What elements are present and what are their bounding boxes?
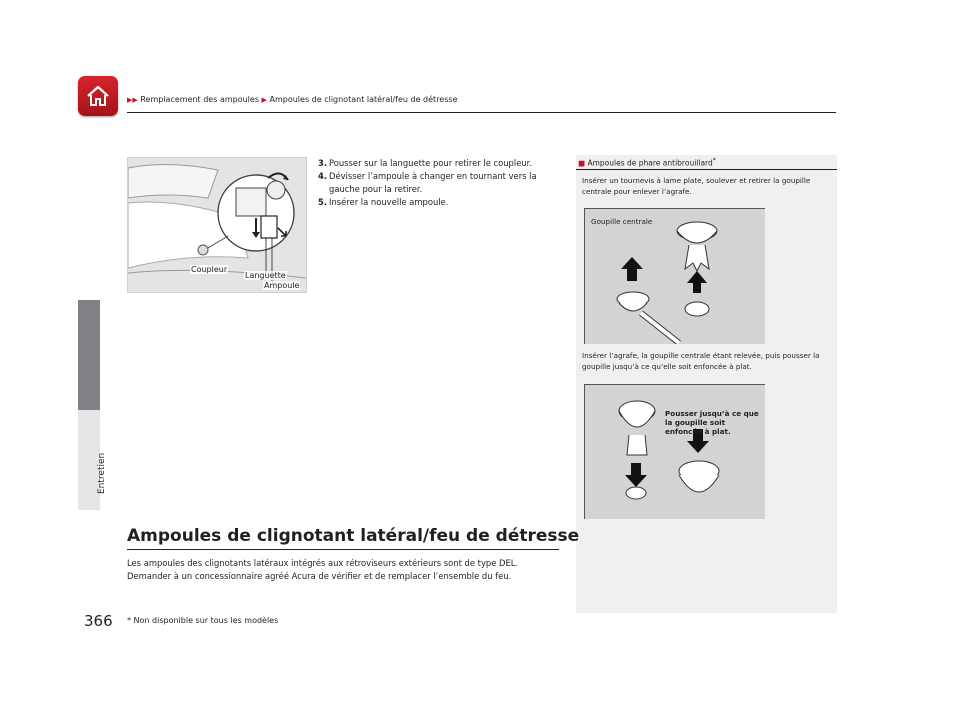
step-item	[318, 170, 563, 196]
figure-label-coupler: Coupleur	[191, 265, 228, 274]
figure-label-tab: Languette	[245, 271, 286, 280]
step-text: Insérer la nouvelle ampoule.	[329, 197, 449, 207]
instruction-steps	[318, 157, 563, 209]
section-title: Ampoules de clignotant latéral/feu de détresse	[127, 526, 580, 546]
clip-removal-illustration	[584, 208, 765, 344]
chapter-tab-marker	[78, 300, 100, 410]
figure-label-center-pin: Goupille centrale	[591, 217, 653, 226]
clip-removal-drawing	[585, 209, 765, 344]
breadcrumb-arrow-icon: ▶▶	[127, 96, 138, 104]
section-divider	[127, 549, 559, 550]
step-item	[318, 157, 563, 170]
clip-install-illustration	[584, 384, 765, 519]
figure-label-bulb: Ampoule	[264, 281, 300, 290]
step-item	[318, 196, 563, 209]
breadcrumb-arrow-icon: ▶	[261, 96, 267, 104]
footnote: * Non disponible sur tous les modèles	[127, 616, 279, 625]
home-icon	[85, 83, 111, 109]
note-paragraph-1: Insérer un tournevis à lame plate, soulever et retirer la goupille centrale pour enlever l’agrafe.	[582, 176, 811, 196]
step-number: 5.	[318, 197, 328, 207]
header-divider	[127, 112, 836, 113]
step-text: Pousser sur la languette pour retirer le coupleur.	[329, 158, 533, 168]
page-number: 366	[84, 612, 113, 630]
note-title-text[interactable]: Ampoules de phare antibrouillard	[587, 158, 713, 168]
clip-install-drawing	[585, 385, 765, 519]
figure-label-push-pin: Pousser jusqu’à ce que la goupille soit enfoncée à plat.	[665, 409, 759, 436]
breadcrumb-item: Ampoules de clignotant latéral/feu de détresse	[269, 95, 458, 104]
note-title	[578, 157, 716, 168]
note-paragraph-2: Insérer l’agrafe, la goupille centrale étant relevée, puis pousser la goupille jusqu’à ce qu’elle soit enfoncée à plat.	[582, 351, 820, 371]
note-marker-icon: ■	[578, 158, 586, 168]
note-divider	[576, 169, 837, 170]
breadcrumb	[127, 95, 457, 104]
bulb-replacement-illustration	[127, 157, 307, 293]
step-number: 3.	[318, 158, 328, 168]
breadcrumb-item[interactable]: Remplacement des ampoules	[140, 95, 259, 104]
home-button[interactable]	[78, 76, 118, 116]
chapter-tab-label[interactable]: Entretien	[97, 452, 107, 494]
step-number: 4.	[318, 171, 328, 181]
note-title-asterisk: *	[712, 157, 716, 164]
section-body: Les ampoules des clignotants latéraux intégrés aux rétroviseurs extérieurs sont de type DEL. Demander à un concessionnaire agréé Acura de vérifier et de remplacer l’ensemble du feu.	[127, 558, 519, 581]
step-text: Dévisser l’ampoule à changer en tournant vers la gauche pour la retirer.	[329, 171, 537, 194]
